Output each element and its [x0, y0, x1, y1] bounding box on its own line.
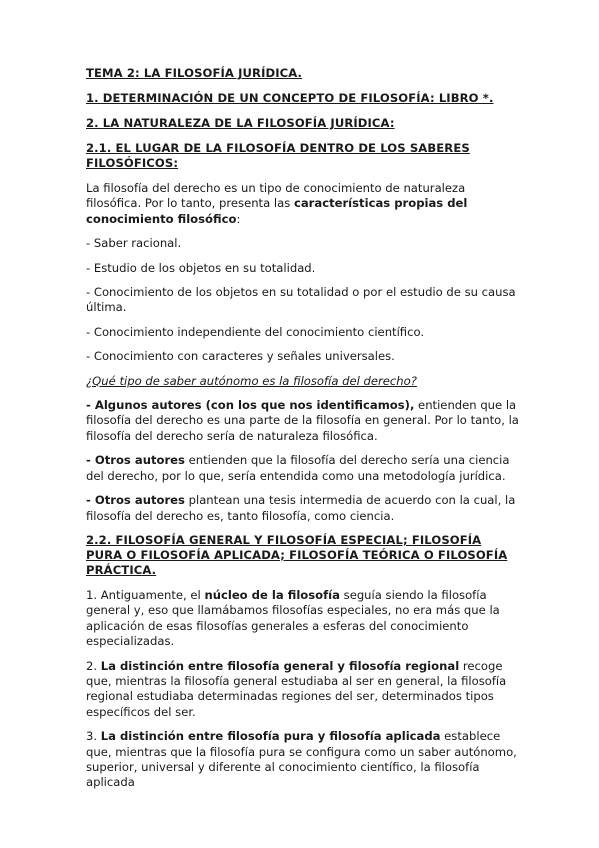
point-prefix: 2. [86, 658, 101, 673]
point-text: establece que, mientras que la filosofía pura se configura como un saber autónomo, superior, universal y diferente al conocimiento científico, la filosofía aplicada [86, 729, 517, 790]
author-paragraph [86, 493, 519, 524]
intro-bold: características propias del conocimiento filosófico [86, 196, 468, 226]
intro-text-c: : [236, 211, 241, 226]
list-item: - Saber racional. [86, 236, 182, 251]
list-item: - Estudio de los objetos en su totalidad. [86, 260, 316, 275]
document-title: TEMA 2: LA FILOSOFÍA JURÍDICA. [86, 66, 303, 80]
author-text: entienden que la filosofía del derecho es una parte de la filosofía en general. Por lo tanto, la filosofía del derecho sería de naturaleza filosófica. [86, 398, 519, 443]
author-text: entienden que la filosofía del derecho sería una ciencia del derecho, por lo que, sería entendida como una metodología jurídica. [86, 453, 510, 483]
point-bold: núcleo de la filosofía [204, 587, 340, 602]
point-text: seguía siendo la filosofía general y, eso que llamábamos filosofías especiales, no era más que la aplicación de esas filosofías generales a esferas del conocimiento especializadas. [86, 587, 500, 649]
section-2-2-heading: 2.2. FILOSOFÍA GENERAL Y FILOSOFÍA ESPECIAL; FILOSOFÍA PURA O FILOSOFÍA APLICADA; FILOSOFÍA TEÓRICA O FILOSOFÍA PRÁCTICA. [86, 532, 508, 577]
list-item: - Conocimiento con caracteres y señales universales. [86, 349, 395, 364]
author-text: plantean una tesis intermedia de acuerdo con la cual, la filosofía del derecho es, tanto filosofía, como ciencia. [86, 493, 516, 523]
author-bold: - Algunos autores (con los que nos identificamos), [86, 398, 415, 413]
intro-text-a: La filosofía del derecho es un tipo de conocimiento de naturaleza filosófica. Por lo tanto, presenta las [86, 181, 466, 211]
point-bold: La distinción entre filosofía general y filosofía regional [100, 658, 460, 673]
section-1-heading: 1. DETERMINACIÓN DE UN CONCEPTO DE FILOSOFÍA: LIBRO *. [86, 91, 494, 105]
intro-paragraph [86, 181, 519, 227]
author-paragraph [86, 398, 519, 444]
point-paragraph [86, 588, 519, 650]
point-text: recoge que, mientras la filosofía general estudiaba al ser en general, la filosofía regional estudiaba determinadas regiones del ser, determinados tipos específicos del ser. [86, 658, 507, 719]
point-bold: La distinción entre filosofía pura y filosofía aplicada [100, 729, 441, 744]
list-item: - Conocimiento de los objetos en su totalidad o por el estudio de su causa última. [86, 285, 516, 315]
point-prefix: 3. [86, 729, 101, 744]
author-paragraph [86, 453, 519, 484]
author-bold: - Otros autores [86, 493, 185, 508]
author-bold: - Otros autores [86, 453, 185, 468]
point-prefix: 1. Antiguamente, el [86, 587, 205, 602]
point-paragraph [86, 659, 519, 721]
list-item: - Conocimiento independiente del conocimiento científico. [86, 324, 425, 339]
point-paragraph [86, 729, 519, 791]
section-2-1-heading: 2.1. EL LUGAR DE LA FILOSOFÍA DENTRO DE LOS SABERES FILOSÓFICOS: [86, 141, 470, 170]
section-2-heading: 2. LA NATURALEZA DE LA FILOSOFÍA JURÍDICA: [86, 116, 395, 130]
question-line: ¿Qué tipo de saber autónomo es la filosofía del derecho? [86, 373, 417, 388]
